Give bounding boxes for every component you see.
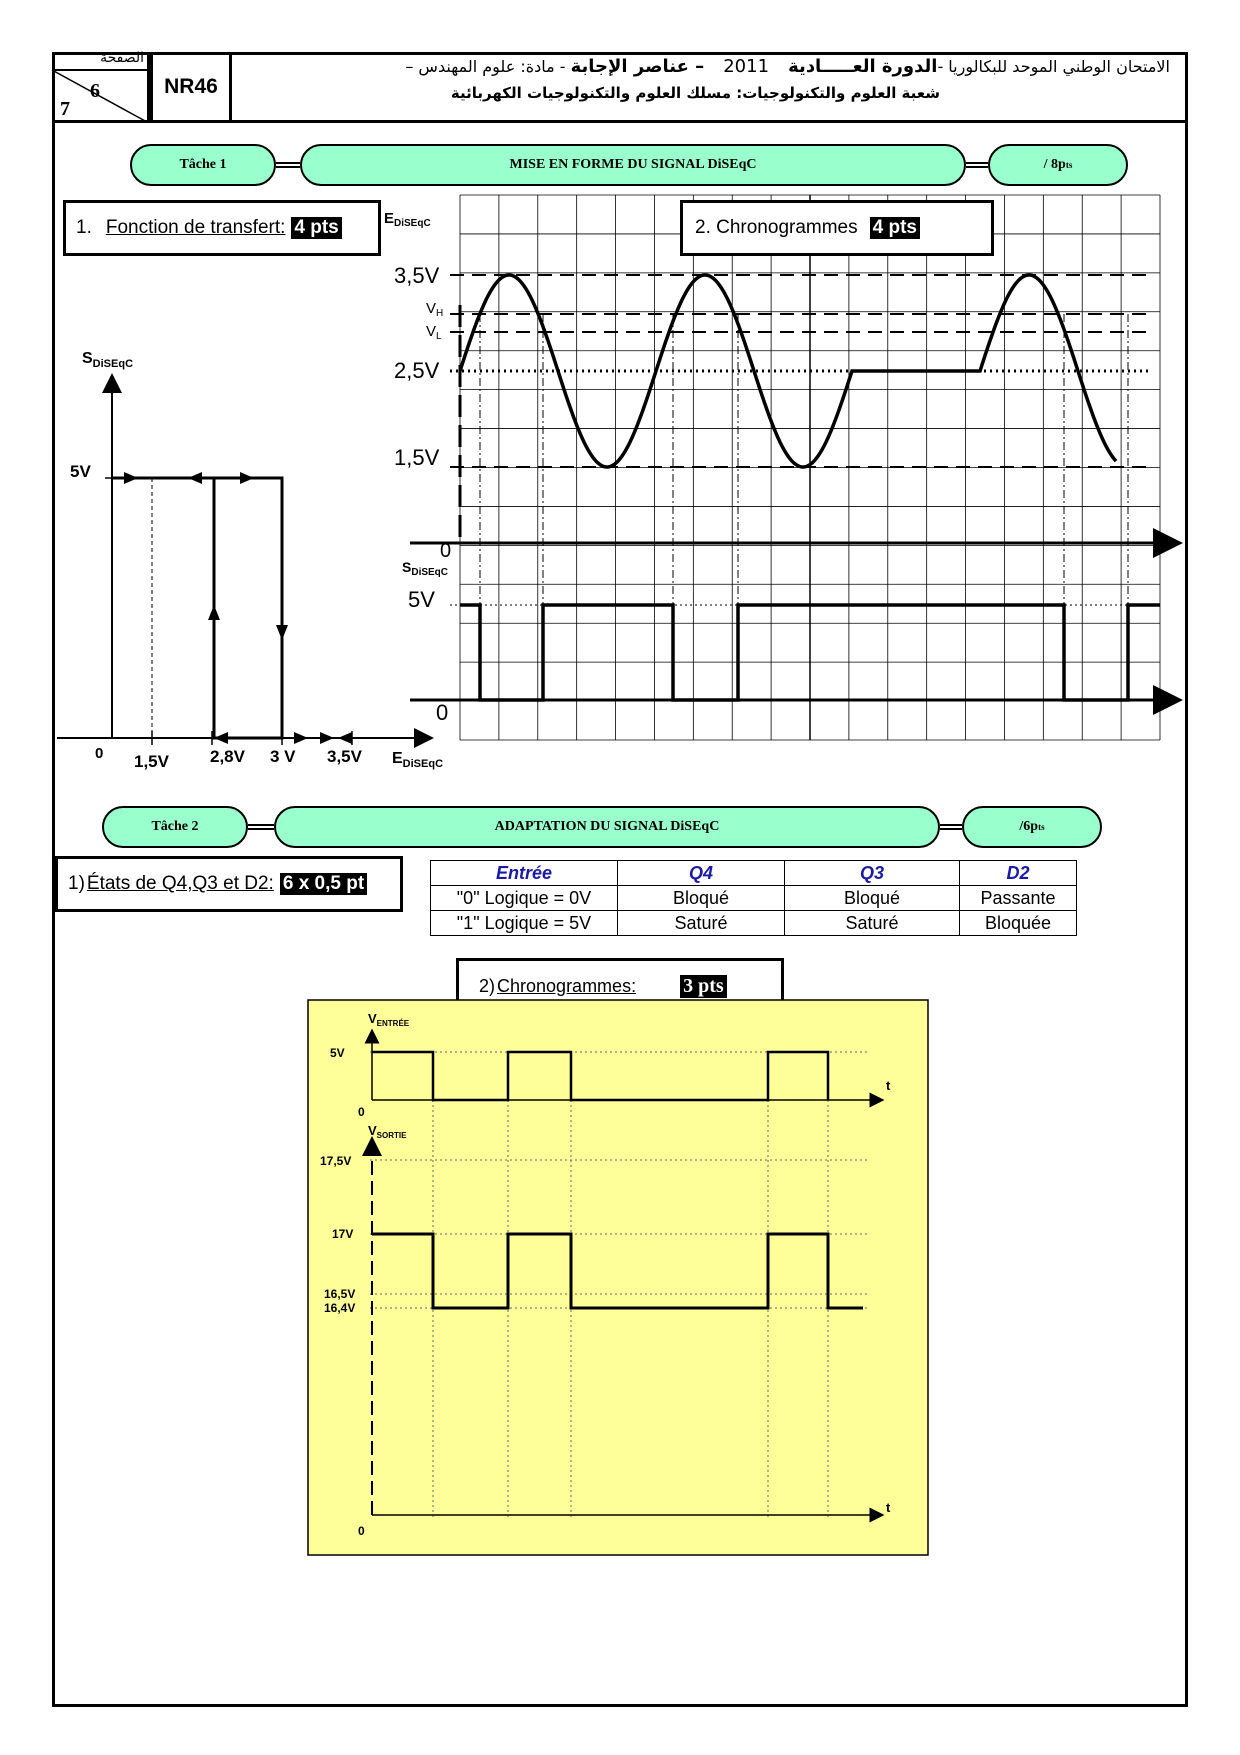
arrow-down [276, 625, 288, 640]
cell-q3-0: Bloqué [785, 886, 960, 911]
chrono2-v5: 5V [330, 1046, 345, 1060]
task2-q1-number: 1) [68, 873, 85, 894]
task1-q1-box [63, 200, 381, 256]
arrow-top-left [188, 472, 202, 484]
chrono2-zero-a: 0 [358, 1105, 365, 1119]
chrono2-v165: 16,5V [324, 1287, 356, 1301]
th-q4: Q4 [618, 861, 785, 886]
chrono2-v164: 16,4V [324, 1301, 356, 1315]
task2-points [962, 806, 1102, 848]
chrono-v35: 3,5V [394, 263, 440, 288]
arrow-top-right-2 [240, 472, 254, 484]
chrono-v15: 1,5V [394, 445, 440, 470]
task2-points-value: /6p [1019, 819, 1039, 834]
task1-title: MISE EN FORME DU SIGNAL DiSEqC [300, 144, 966, 186]
transfer-x-tick-3: 3 V [270, 747, 296, 766]
table-row [431, 911, 1077, 936]
chrono2-zero-b: 0 [358, 1524, 365, 1538]
states-table-header [431, 861, 1077, 886]
header-line-1 [240, 56, 1170, 77]
task2-q2-points: 3 pts [680, 975, 727, 998]
arrow-bottom-right-2 [320, 732, 334, 744]
task1-points-sup: ts [1065, 160, 1073, 170]
cell-q4-0: Bloqué [618, 886, 785, 911]
page-label: الصفحة [100, 50, 144, 66]
arrow-bottom-right-1 [294, 732, 308, 744]
task2-q1-text: États de Q4,Q3 et D2: [86, 873, 274, 894]
transfer-x-label: $E_{DiSEqC}$ [392, 750, 444, 770]
chrono-vh: $V_H$ [426, 300, 444, 319]
header-year: 2011 [723, 56, 770, 77]
chrono-v5: 5V [408, 587, 435, 612]
chrono2-panel [308, 1000, 928, 1555]
cell-entree-1: "1" Logique = 5V [431, 911, 618, 936]
chrono2-v17: 17V [332, 1227, 354, 1241]
task2-q2-number: 2) [479, 975, 496, 996]
task1-q1-number: 1. [76, 217, 92, 238]
cell-entree-0: "0" Logique = 0V [431, 886, 618, 911]
chrono2-vin-label: $V_{ENTRÉE}$ [368, 1011, 410, 1028]
task1-points-value: / 8p [1043, 157, 1066, 172]
chrono2-vout-label: $V_{SORTIE}$ [368, 1123, 407, 1140]
transfer-x-tick-4: 3,5V [327, 747, 362, 766]
task1-tag: Tâche 1 [130, 144, 276, 186]
header-session: الدورة العـــــادية [788, 56, 938, 77]
arrow-up [208, 605, 220, 620]
task1-q2-text: 2. Chronogrammes [695, 217, 858, 238]
arrow-bottom-left [214, 732, 228, 744]
task2-q1-points: 6 x 0,5 pt [280, 873, 367, 895]
cell-q3-1: Saturé [785, 911, 960, 936]
task2-connector-a [248, 824, 274, 830]
page-total: 7 [60, 98, 70, 120]
chrono2-v175: 17,5V [320, 1154, 352, 1168]
table-row [431, 886, 1077, 911]
chrono-zero-2: 0 [436, 700, 449, 725]
chrono-v25: 2,5V [394, 358, 440, 383]
task1-connector-b [966, 162, 988, 168]
transfer-y-5v: 5V [70, 462, 91, 481]
chronogram-2 [308, 1000, 930, 1560]
header-part-a: الامتحان الوطني الموحد للبكالوريا - [937, 57, 1170, 76]
chronogram-1 [384, 195, 1190, 755]
page-number: 6 [90, 80, 100, 102]
transfer-y-label: $S_{DiSEqC}$ [82, 350, 134, 370]
cell-q4-1: Saturé [618, 911, 785, 936]
task1-q2-box [680, 200, 994, 256]
chrono-vl: $V_L$ [426, 323, 442, 342]
task2-q2-text: Chronogrammes: [497, 975, 637, 996]
task2-tag: Tâche 2 [102, 806, 248, 848]
header-subject: - مادة: علوم المهندس – [405, 57, 566, 76]
th-q3: Q3 [785, 861, 960, 886]
cell-d2-1: Bloquée [960, 911, 1077, 936]
cell-d2-0: Passante [960, 886, 1077, 911]
arrow-bottom-left-2 [338, 732, 352, 744]
task1-q1-points: 4 pts [291, 217, 341, 239]
task1-q1-text: Fonction de transfert: [105, 217, 286, 238]
th-entree: Entrée [431, 861, 618, 886]
exam-code: NR46 [150, 52, 232, 122]
page-number-box [52, 52, 150, 122]
header-line-2: شعبة العلوم والتكنولوجيات: مسلك العلوم والتكنولوجيات الكهربائية [450, 84, 940, 102]
task1-connector-a [276, 162, 300, 168]
task2-points-sup: ts [1038, 822, 1045, 832]
states-table [430, 860, 1077, 936]
task2-q1-box [55, 856, 403, 912]
task1-points [988, 144, 1128, 186]
chrono-zero-1: 0 [440, 540, 452, 562]
th-d2: D2 [960, 861, 1077, 886]
hysteresis-curve [112, 478, 282, 738]
chrono-e-label: $E_{DiSEqC}$ [384, 210, 431, 229]
task2-title: ADAPTATION DU SIGNAL DiSEqC [274, 806, 940, 848]
chrono2-t-a: t [886, 1078, 891, 1093]
transfer-x-tick-1: 1,5V [134, 752, 169, 771]
transfer-x-tick-2: 2,8V [210, 747, 245, 766]
chrono2-t-b: t [886, 1500, 891, 1515]
task1-q2-points: 4 pts [870, 217, 920, 239]
header-answers: – عناصر الإجابة [570, 56, 705, 77]
arrow-top-right-1 [124, 472, 138, 484]
task2-connector-b [940, 824, 962, 830]
chrono-s-label: $S_{DiSEqC}$ [402, 559, 449, 578]
transfer-origin: 0 [95, 745, 104, 762]
